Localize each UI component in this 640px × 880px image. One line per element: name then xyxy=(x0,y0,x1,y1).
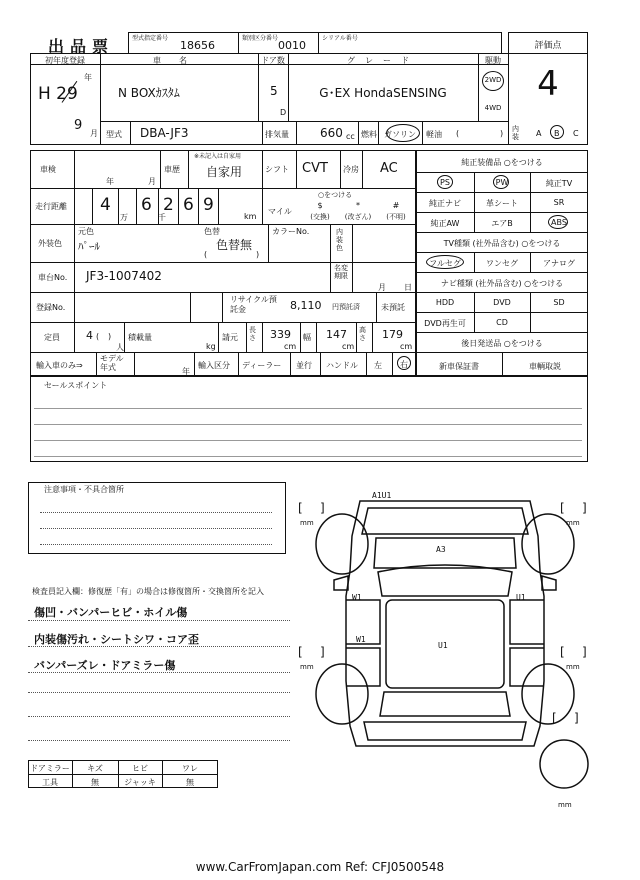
length-value: 339 xyxy=(270,328,291,341)
mileage-digit-5: 9 xyxy=(203,195,214,215)
orig-color: ﾊﾟｰﾙ xyxy=(78,240,100,253)
svg-text:[: [ xyxy=(552,711,557,725)
drive-label: 駆動 xyxy=(485,56,501,65)
dealer-type: ディーラー xyxy=(242,361,282,370)
note-line-1: 傷凹・バンパーヒビ・ホイル傷 xyxy=(34,606,188,619)
legend-scratch: キズ xyxy=(87,764,103,773)
unknown-label: (不明) xyxy=(386,213,406,221)
legend-tools-value: 無 xyxy=(91,778,99,787)
first-reg-label: 初年度登録 xyxy=(45,56,85,65)
inspection-year: 年 xyxy=(106,177,114,186)
legend-jack: ジャッキ xyxy=(124,778,156,787)
int-color-label: 内装色 xyxy=(336,228,343,252)
length-cm: cm xyxy=(284,342,297,351)
length-label: 長さ xyxy=(249,326,256,342)
ac-label: 冷房 xyxy=(343,165,359,174)
right-label: 右 xyxy=(400,360,408,369)
tamper-label: (改ざん) xyxy=(344,213,372,221)
navi-dvd-play: DVD再生可 xyxy=(424,319,466,328)
svg-text:[: [ xyxy=(298,501,303,515)
interior-label: 内装 xyxy=(512,125,519,141)
inspector-note: 検査員記入欄：修復歴「有」の場合は修復箇所・交換箇所を記入 xyxy=(32,587,264,596)
recycle-unit: 円預託済 xyxy=(332,303,360,311)
width-cm: cm xyxy=(342,342,355,351)
svg-text:]: ] xyxy=(582,501,587,515)
color-change-label: 色替 xyxy=(204,227,220,236)
sales-point-box xyxy=(30,376,588,462)
equip-tv: 純正TV xyxy=(545,179,573,188)
tamper-symbol: * xyxy=(356,201,360,210)
ac-value: AC xyxy=(380,161,398,176)
equip-abs: ABS xyxy=(551,218,567,227)
equip-leather: 革シート xyxy=(486,199,518,208)
model-value: DBA-JF3 xyxy=(140,126,189,140)
cc-unit: cc xyxy=(346,132,355,141)
mm-rear-right: mm xyxy=(566,663,580,671)
navi-hdd: HDD xyxy=(435,298,455,307)
mileage-km: km xyxy=(244,212,257,221)
svg-text:[: [ xyxy=(560,501,565,515)
svg-text:]: ] xyxy=(574,711,579,725)
car-name: N BOXｶｽﾀﾑ xyxy=(118,86,180,100)
height-label: 高さ xyxy=(359,326,366,342)
chassis-label: 車台No. xyxy=(38,273,68,282)
score-label: 評価点 xyxy=(534,41,562,51)
later-title: 後日発送品 ○をつける xyxy=(461,339,543,348)
tv-fullseg: フルセグ xyxy=(429,259,461,268)
defects-label: 注意事項・不具合箇所 xyxy=(44,485,124,494)
recycle-label: リサイクル預託金 xyxy=(230,295,277,314)
score-value: 4 xyxy=(537,64,559,104)
mileage-man: 万 xyxy=(120,213,128,222)
mark-a1u1: A1U1 xyxy=(372,491,392,500)
footer-ref: www.CarFromJapan.com Ref: CFJ0500548 xyxy=(195,860,445,874)
svg-text:]: ] xyxy=(582,645,587,659)
grade-label: グレード xyxy=(347,56,419,65)
interior-c: C xyxy=(573,129,579,138)
shift-value: CVT xyxy=(302,161,328,176)
legend-crack: ヒビ xyxy=(132,764,148,773)
first-reg-era: H 29 xyxy=(38,84,78,104)
unknown-symbol: # xyxy=(392,201,400,210)
later-manual: 車輌取説 xyxy=(529,362,561,371)
mm-front-left: mm xyxy=(300,519,314,527)
doors-label: ドア数 xyxy=(261,56,285,65)
mileage-label: 走行距離 xyxy=(35,202,67,211)
mileage-digit-3: 2 xyxy=(163,195,174,215)
name-change-month: 月 xyxy=(378,283,386,292)
later-warranty: 新車保証書 xyxy=(439,362,479,371)
drive-2wd: 2WD xyxy=(484,76,502,84)
dealer-label: 請元 xyxy=(222,333,238,342)
tv-oneseg: ワンセグ xyxy=(486,259,518,268)
import-label: 輸入車のみ⇒ xyxy=(36,361,83,370)
usage-note: ※未記入は自家用 xyxy=(194,153,242,160)
mileage-digit-2: 6 xyxy=(141,195,152,215)
grade-value: G･EX HondaSENSING xyxy=(319,86,447,100)
car-name-label: 車名 xyxy=(153,56,205,65)
legend-mirror: ドアミラー xyxy=(30,764,70,773)
chassis-value: JF3-1007402 xyxy=(86,269,162,283)
width-label: 幅 xyxy=(303,333,311,342)
sales-point-label: セールスポイント xyxy=(44,381,108,390)
displacement-value: 660 xyxy=(320,126,343,140)
svg-text:]: ] xyxy=(320,645,325,659)
form-title: 出品票 xyxy=(48,37,115,56)
height-cm: cm xyxy=(400,342,413,351)
usage-label: 車歴 xyxy=(164,165,180,174)
load-label: 積載量 xyxy=(128,333,152,342)
inspection-label: 車検 xyxy=(40,165,56,174)
svg-text:[: [ xyxy=(560,645,565,659)
equip-navi: 純正ナビ xyxy=(429,199,461,208)
equip-pw: PW xyxy=(495,178,509,187)
diesel-label: 軽油 xyxy=(426,130,442,139)
usage-value: 自家用 xyxy=(206,165,243,179)
legend-jack-value: 無 xyxy=(186,778,194,787)
legend-break: ワレ xyxy=(182,764,198,773)
legend-tools: 工具 xyxy=(42,778,58,787)
fuel-gas: ガソリン xyxy=(384,130,416,139)
recycle-value: 8,110 xyxy=(290,299,322,312)
month-unit: 月 xyxy=(90,129,98,138)
model-year-unit: 年 xyxy=(182,367,190,376)
navi-cd: CD xyxy=(496,318,508,327)
note-line-3: バンパーズレ・ドアミラー傷 xyxy=(34,659,176,672)
model-label: 型式 xyxy=(106,130,122,139)
navi-dvd: DVD xyxy=(493,298,511,307)
equip-sr: SR xyxy=(553,198,565,207)
equip-aw: 純正AW xyxy=(430,219,460,228)
exchange-label: (交換) xyxy=(310,213,330,221)
mark-w1-rear: W1 xyxy=(356,635,366,644)
svg-text:[: [ xyxy=(298,645,303,659)
width-value: 147 xyxy=(326,328,347,341)
form-no-label: 型式指定番号 xyxy=(132,35,169,42)
orig-color-label: 元色 xyxy=(78,227,94,236)
mm-rear-left: mm xyxy=(300,663,314,671)
mileage-sen: 千 xyxy=(158,213,166,222)
recycle-not: 未預託 xyxy=(381,303,405,312)
mile-label: マイル xyxy=(268,207,292,216)
drive-4wd: 4WD xyxy=(484,104,502,112)
capacity-value: 4 xyxy=(86,329,93,342)
mm-front-right: mm xyxy=(566,519,580,527)
parallel-label: 並行 xyxy=(296,361,312,370)
height-value: 179 xyxy=(382,328,403,341)
color-label: 外装色 xyxy=(38,239,62,248)
doors-sub: D xyxy=(280,108,287,117)
car-damage-diagram xyxy=(290,476,600,816)
first-reg-month: 9 xyxy=(74,118,83,133)
circle-note: ○をつける xyxy=(318,191,353,199)
note-line-2: 内装傷汚れ・シートシワ・コア歪 xyxy=(34,633,199,646)
equip-title: 純正装備品 ○をつける xyxy=(461,158,543,167)
inspection-month: 月 xyxy=(148,177,156,186)
doors-value: 5 xyxy=(270,84,278,98)
load-unit: kg xyxy=(206,342,216,351)
capacity-label: 定員 xyxy=(44,333,60,342)
capacity-unit: 人 xyxy=(116,343,124,352)
class-no: 0010 xyxy=(278,39,306,52)
equip-ps: PS xyxy=(440,178,450,187)
equip-airbag: エアB xyxy=(491,219,513,228)
mark-w1-front: W1 xyxy=(352,593,362,602)
svg-text:]: ] xyxy=(320,501,325,515)
model-year-label: モデル年式 xyxy=(100,354,124,372)
form-no: 18656 xyxy=(180,39,215,52)
mark-a3: A3 xyxy=(436,545,446,554)
fuel-label: 燃料 xyxy=(361,130,377,139)
shift-label: シフト xyxy=(265,165,289,174)
tv-title: TV種類 (社外品含む) ○をつける xyxy=(443,239,561,248)
mileage-digit-4: 6 xyxy=(183,195,194,215)
reg-label: 登録No. xyxy=(36,303,66,312)
name-change-day: 日 xyxy=(404,283,412,292)
name-change-label: 名変期限 xyxy=(334,264,348,280)
colorno-label: カラーNo. xyxy=(272,227,310,236)
left-label: 左 xyxy=(374,361,382,370)
tv-analog: アナログ xyxy=(543,259,575,268)
mm-spare: mm xyxy=(558,801,572,809)
color-change-value: 色替無 xyxy=(216,238,253,252)
navi-title: ナビ種類 (社外品含む) ○をつける xyxy=(440,279,564,288)
interior-b: B xyxy=(554,129,560,138)
navi-sd: SD xyxy=(553,298,565,307)
class-no-label: 類別区分番号 xyxy=(242,35,279,42)
import-type-label: 輸入区分 xyxy=(198,361,230,370)
interior-a: A xyxy=(536,129,542,138)
handle-label: ハンドル xyxy=(326,361,358,370)
serial-label: シリアル番号 xyxy=(322,35,358,42)
mileage-digit-1: 4 xyxy=(100,195,111,215)
mark-u1-roof: U1 xyxy=(438,641,448,650)
year-unit: 年 xyxy=(84,73,92,82)
displacement-label: 排気量 xyxy=(265,130,289,139)
mark-u1-right: U1 xyxy=(516,593,526,602)
exchange-symbol: $ xyxy=(317,201,323,210)
